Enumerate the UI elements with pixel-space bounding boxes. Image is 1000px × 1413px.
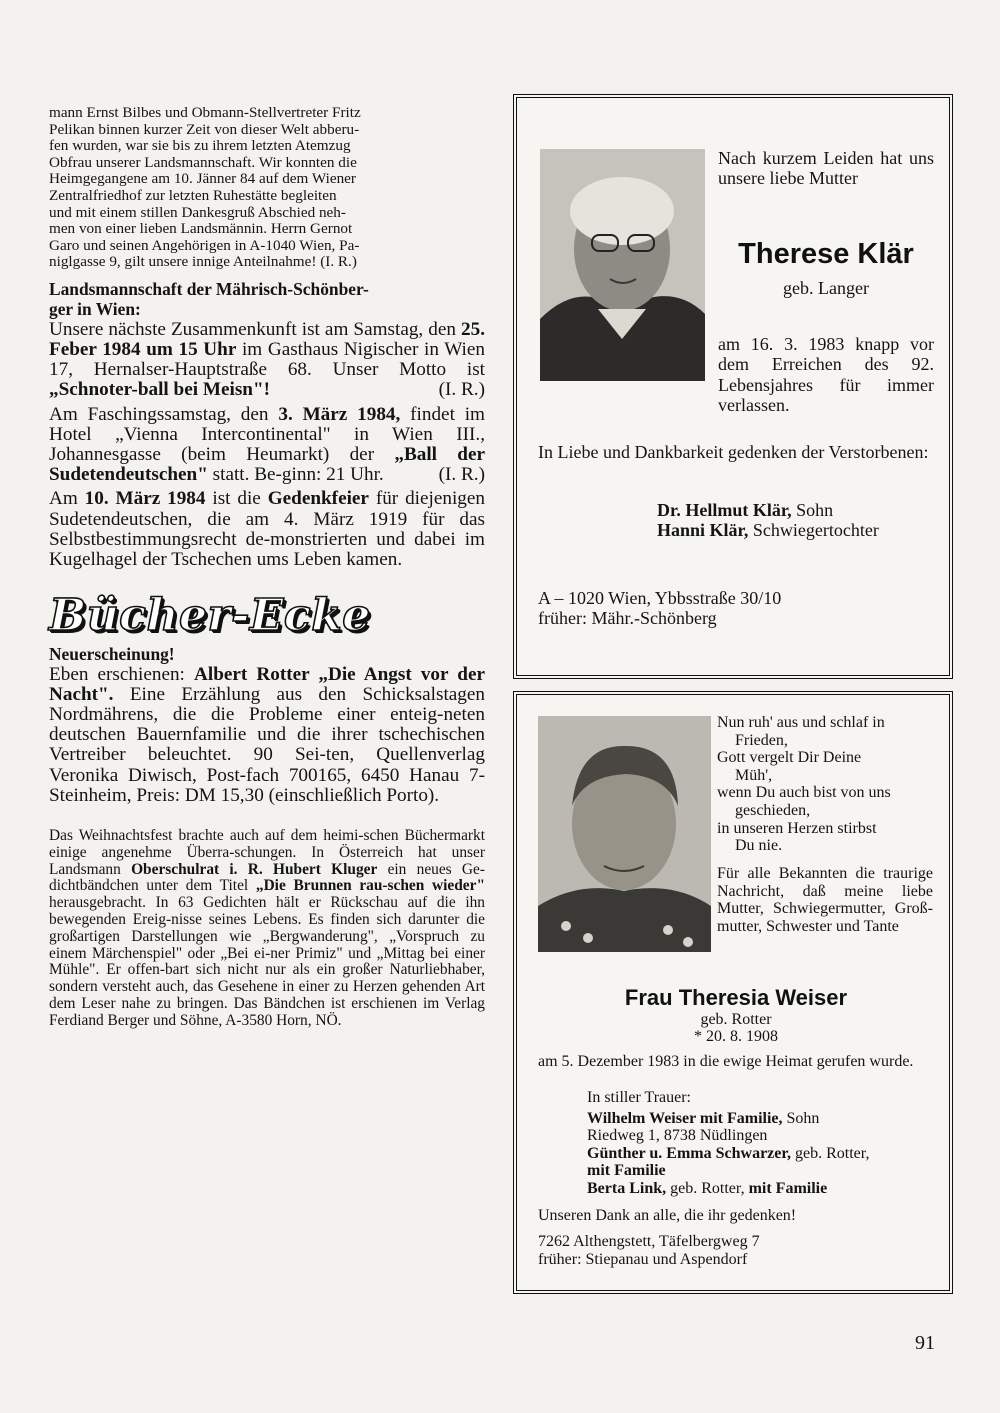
section-heading: Landsmannschaft der Mährisch-Schönber- ger in Wien: xyxy=(49,278,369,320)
obituary-theresia-weiser xyxy=(513,691,953,1294)
obituary-therese-klaer xyxy=(513,94,953,679)
gedenkfeier-paragraph: Am 10. März 1984 ist die Gedenkfeier für diejenigen Sudetendeutschen, die am 4. März 1919 für das Selbstbestimmungsrecht de-monstrierten und dabei im Kugelhagel der Tschechen ums Leben kamen. xyxy=(49,488,485,570)
neuerscheinung-heading: Neuerscheinung! xyxy=(49,644,175,665)
meeting-paragraph: Unsere nächste Zusammenkunft ist am Samstag, den 25. Feber 1984 um 15 Uhr im Gasthaus Nigischer in Wien 17, Hernalser-Hauptstraße 68. Unser Motto ist „Schnoter-ball bei Meisn"! (I. R.) xyxy=(49,318,485,401)
portrait-photo-therese xyxy=(540,149,705,381)
ball-paragraph: Am Faschingssamstag, den 3. März 1984, findet im Hotel „Vienna Intercontinental" in Wien III., Johannesgasse (beim Heumarkt) der „Ball der Sudetendeutschen" statt. Be-ginn: 21 Uhr. (I. R.) xyxy=(49,403,485,486)
portrait-photo-theresia xyxy=(538,716,711,952)
obit2-died: am 5. Dezember 1983 in die ewige Heimat gerufen wurde. xyxy=(538,1053,914,1070)
obit2-dank: Unseren Dank an alle, die ihr gedenken! xyxy=(538,1207,797,1224)
mourner-row: Hanni Klär, Schwiegertochter xyxy=(657,520,879,541)
obit1-intro: Nach kurzem Leiden hat uns unsere liebe Mutter xyxy=(718,148,934,189)
intro-paragraph: mann Ernst Bilbes und Obmann-Stellvertreter Fritz Pelikan binnen kurzer Zeit von dieser Welt abberu- fen wurden, war sie bis zu ihrem letzten Atemzug Obfrau unserer Landsmannschaft. Wir konnten die Heimgegangene am 10. Jänner 84 auf dem Wiener Zentralfriedhof zur letzten Ruhestätte begleiten und mit einem stillen Dankesgruß Abschied neh- men von einer lieben Landsmännin. Herrn Gernot Garo und seinen Angehörigen in A-1040 Wien, Pa- niglgasse 9, gilt unsere innige Anteilnahme! (I. R.) xyxy=(49,104,361,271)
maiden-name-2: geb. Rotter xyxy=(700,1011,772,1028)
page-number: 91 xyxy=(915,1332,935,1354)
deceased-name-2: Frau Theresia Weiser xyxy=(624,985,848,1010)
buecher-ecke-title: Bücher-Ecke xyxy=(49,590,371,642)
obit1-address: A – 1020 Wien, Ybbsstraße 30/10 früher: Mähr.-Schönberg xyxy=(538,588,782,629)
weihnacht-paragraph: Das Weihnachtsfest brachte auch auf dem heimi-schen Büchermarkt einige angenehme Überra-schungen. In Österreich hat unser Landsmann Oberschulrat i. R. Hubert Kluger ein neues Ge-dichtbändchen unter dem Titel „Die Brunnen rau-schen wieder" herausgebracht. In 63 Gedichten hält er Rückschau auf die ihn bewegenden Ereig-nisse seines Lebens. Es finden sich darunter die großartigen Darstellungen wie „Bergwanderung", „Vorspruch zu einem Märchenspiel" oder „Bei ei-ner Primiz" und „Mittag bei einer Mühle". Er offen-bart sich nicht nur als ein großer Naturliebhaber, sondern versteht auch, das Gesehene in einer zu Herzen gehenden Art dem Leser nahe zu bringen. Das Bändchen ist erschienen im Verlag Ferdiand Berger und Söhne, A-3580 Horn, NÖ. xyxy=(49,827,486,1029)
obit2-poem: Nun ruh' aus und schlaf in Frieden, Gott vergelt Dir Deine Müh', wenn Du auch bist von uns geschieden, in unseren Herzen stirbst Du nie. xyxy=(717,714,891,855)
obit1-mourners xyxy=(657,500,937,541)
obit1-gedenken: In Liebe und Dankbarkeit gedenken der Verstorbenen: xyxy=(538,442,929,462)
mourner-row: Dr. Hellmut Klär, Sohn xyxy=(657,500,834,520)
book-paragraph: Eben erschienen: Albert Rotter „Die Angst vor der Nacht". Eine Erzählung aus den Schicksalstagen Nordmährens, die die Probleme einer enteig-neten deutschen Bauernfamilie und die ihrer tschechischen Vertreiber beleuchtet. 90 Sei-ten, Quellenverlag Veronika Diwisch, Post-fach 700165, 6450 Hanau 7-Steinheim, Preis: DM 15,30 (einschließlich Porto). xyxy=(49,663,485,806)
maiden-name: geb. Langer xyxy=(783,278,869,298)
obit2-mourners: In stiller Trauer: Wilhelm Weiser mit Familie, Sohn Riedweg 1, 8738 Nüdlingen Günther u. Emma Schwarzer, geb. Rotter, mit Familie Berta Link, geb. Rotter, mit Familie xyxy=(587,1089,937,1198)
obit2-notice: Für alle Bekannten die traurige Nachricht, daß meine liebe Mutter, Schwiegermutter, Groß-mutter, Schwester und Tante xyxy=(717,865,933,935)
obit2-address: 7262 Althengstett, Täfelbergweg 7 früher: Stiepanau und Aspendorf xyxy=(538,1233,760,1268)
obit1-date-text: am 16. 3. 1983 knapp vor dem Erreichen des 92. Lebensjahres für immer verlassen. xyxy=(718,334,934,416)
mourner-row: Wilhelm Weiser mit Familie, Sohn xyxy=(587,1109,820,1127)
deceased-name: Therese Klär xyxy=(738,238,914,270)
mourner-row: Berta Link, geb. Rotter, mit Familie xyxy=(587,1179,828,1197)
mourner-row: Günther u. Emma Schwarzer, geb. Rotter, xyxy=(587,1144,870,1162)
left-column xyxy=(49,105,485,1030)
birth-date: * 20. 8. 1908 xyxy=(694,1028,778,1045)
